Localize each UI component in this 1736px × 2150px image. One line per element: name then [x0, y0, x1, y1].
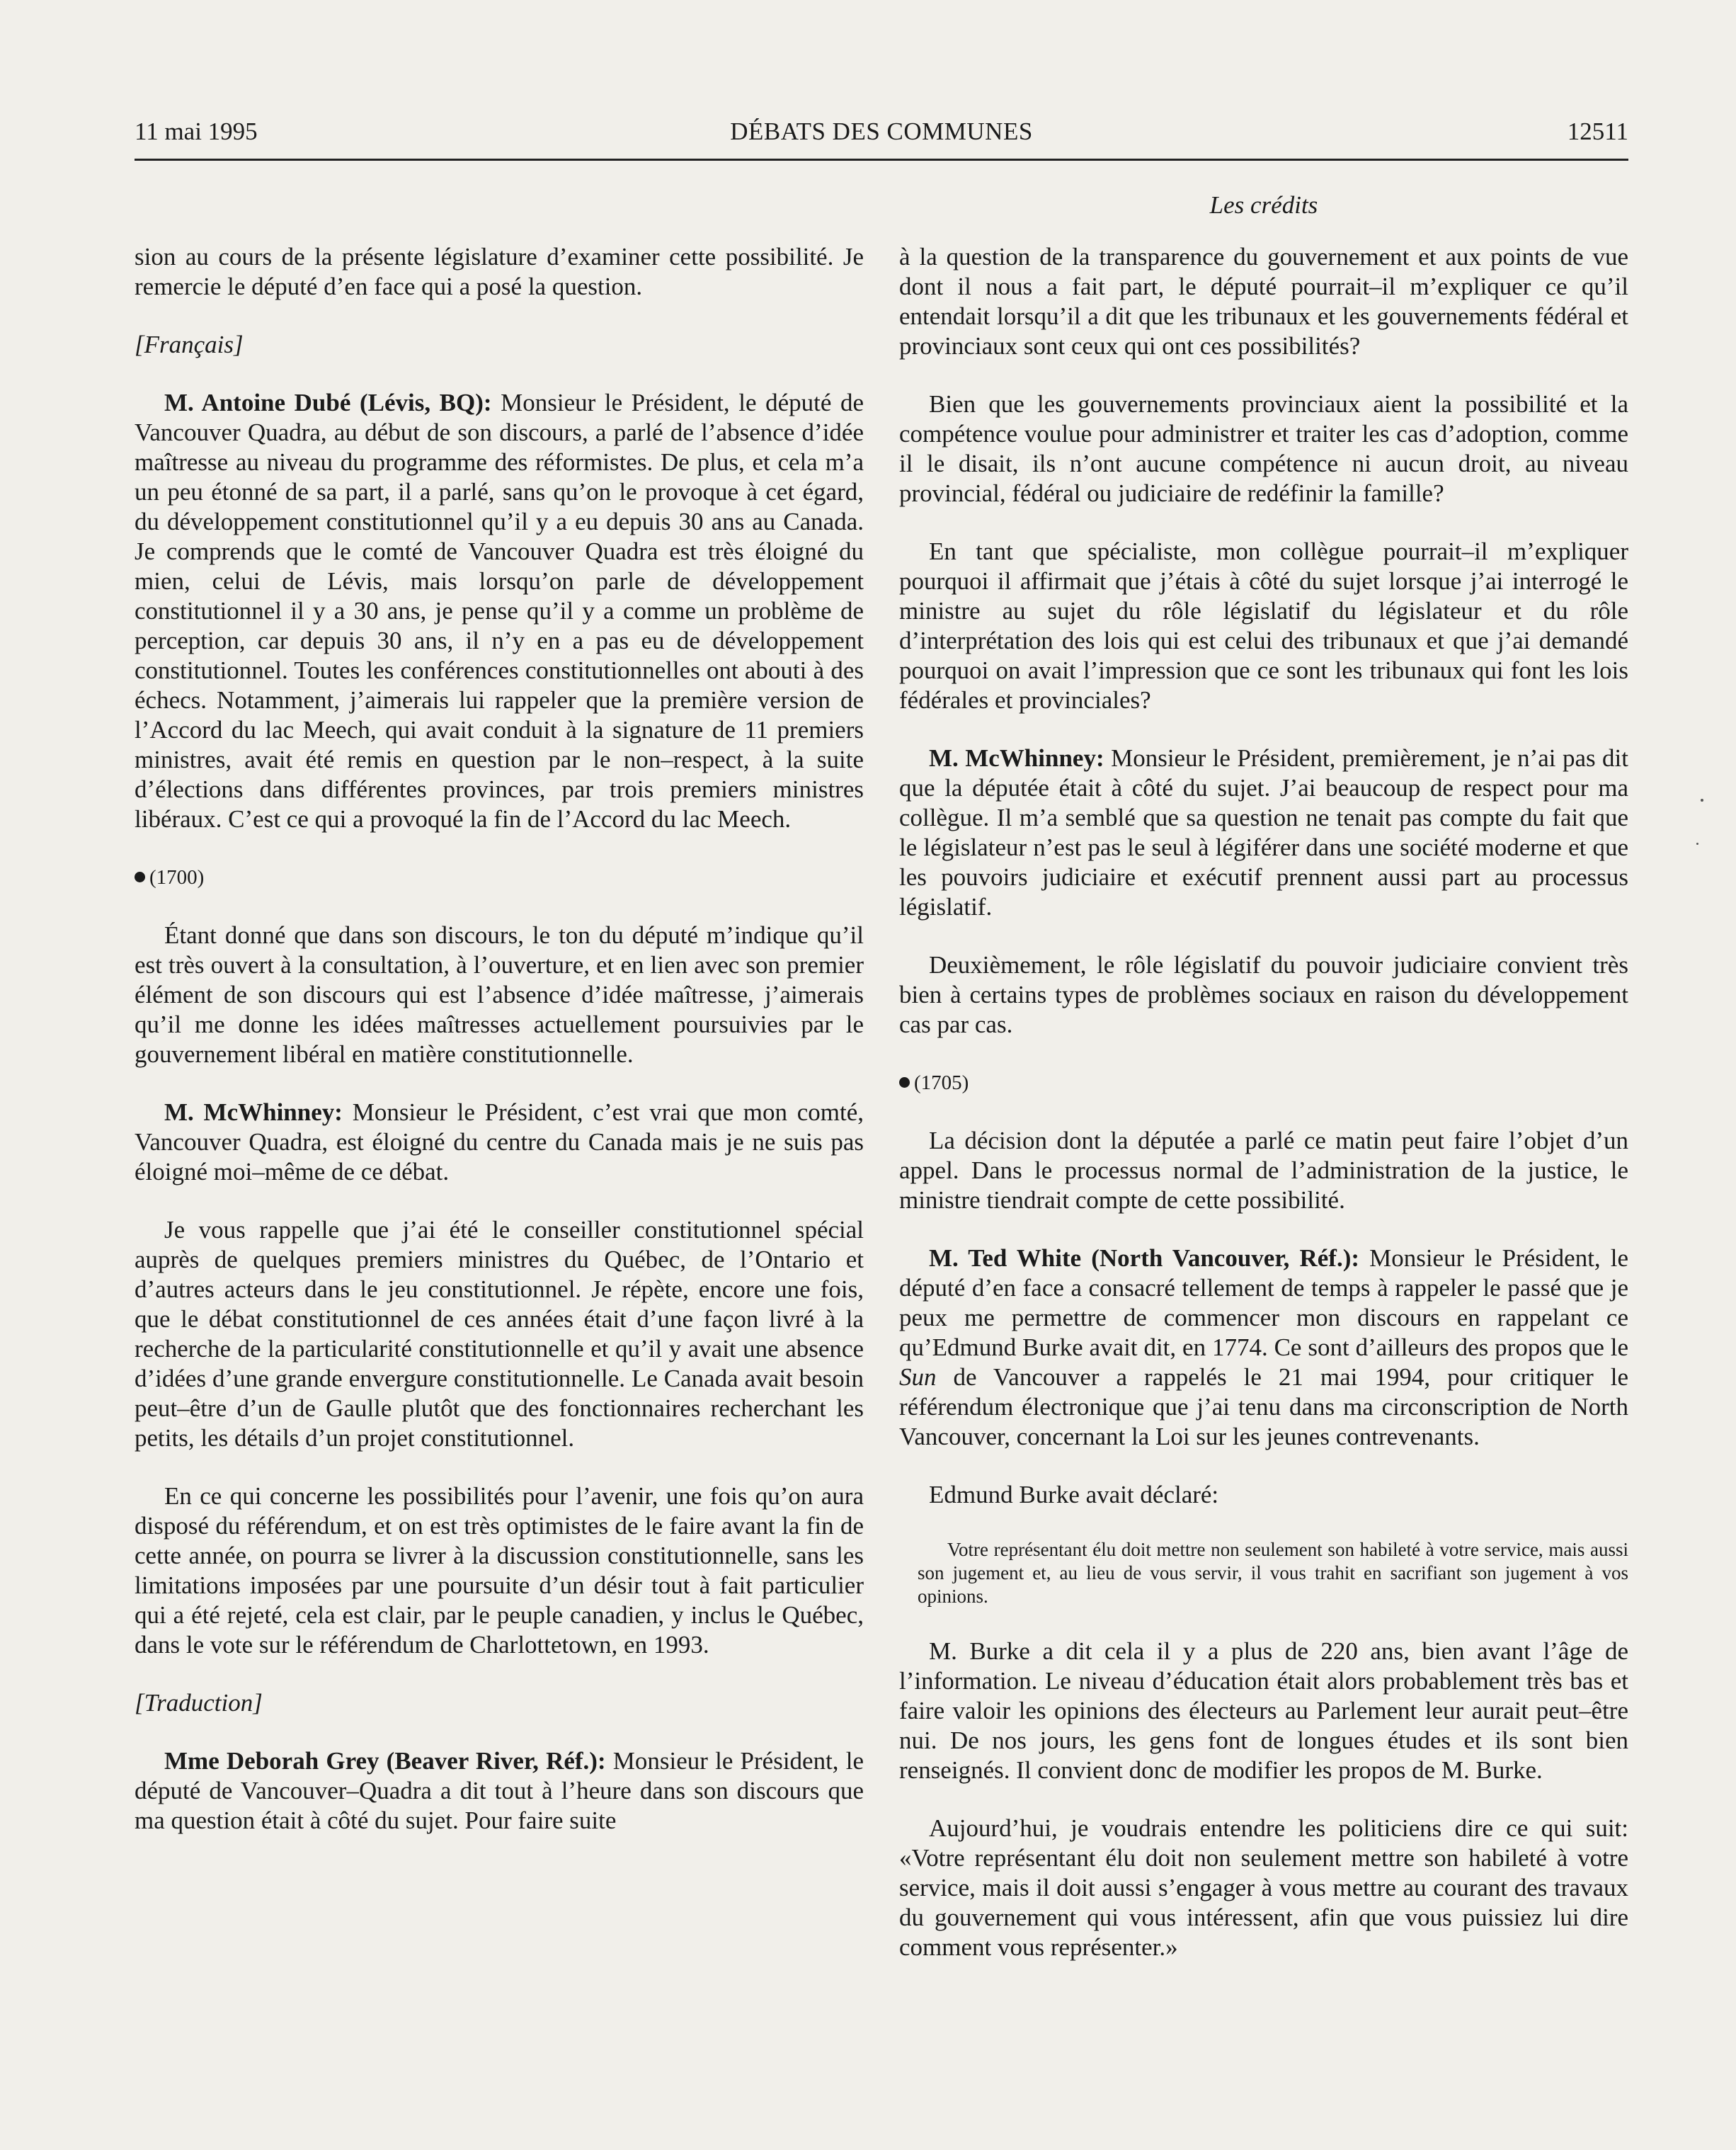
bullet-icon: [899, 1077, 910, 1088]
scan-speck: [1701, 799, 1703, 802]
time-label: (1700): [149, 866, 205, 889]
speech-text: Monsieur le Président, le député d’en face a consacré tellement de temps à rappeler le passé que je peux me permettre de commencer mon discours en rappelant ce qu’Edmund Burke avait dit, en 1774. Ce sont d’ailleurs des propos que le: [899, 1244, 1628, 1361]
paragraph: [899, 1244, 1628, 1452]
scan-speck: [1696, 843, 1698, 845]
header-title: DÉBATS DES COMMUNES: [730, 118, 1033, 145]
paragraph: En tant que spécialiste, mon collègue pourrait–il m’expliquer pourquoi il affirmait que j’étais à côté du sujet lorsque j’ai interrogé le ministre au sujet du rôle législatif du législateur et du rôle d’interprétation des lois qui est celui des tribunaux et que j’ai demandé pourquoi on avait l’impression que ce sont les tribunaux qui font les lois fédérales et provinciales?: [899, 538, 1628, 714]
speech-text: Monsieur le Président, c’est vrai que mon comté, Vancouver Quadra, est éloigné du centre du Canada mais je ne suis pas éloigné moi–même de ce débat.: [135, 1098, 864, 1185]
paragraph: Aujourd’hui, je voudrais entendre les politiciens dire ce qui suit: «Votre représentant élu doit non seulement mettre son habileté à votre service, mais il doit aussi s’engager à vous mettre au courant des travaux du gouvernement qui vous intéressent, afin que vous puissiez lui dire comment vous représenter.»: [899, 1814, 1628, 1961]
left-column: [135, 242, 864, 1864]
paragraph: [135, 388, 864, 834]
paragraph: En ce qui concerne les possibilités pour l’avenir, une fois qu’on aura disposé du référendum, et on est très optimistes de le faire avant la fin de cette année, on pourra se livrer à la discussion constitutionnelle, sans les limitations imposées par une poursuite d’un désir tout à fait particulier qui a été rejeté, cela est clair, par le peuple canadien, y inclus le Québec, dans le vote sur le référendum de Charlottetown, en 1993.: [135, 1482, 864, 1659]
bullet-icon: [135, 872, 145, 882]
language-tag: [Traduction]: [135, 1689, 263, 1717]
header-date: 11 mai 1995: [135, 118, 258, 145]
paragraph: [899, 744, 1628, 922]
language-tag: [Français]: [135, 331, 244, 358]
speaker-name: M. McWhinney:: [164, 1098, 343, 1126]
speaker-name: M. Ted White (North Vancouver, Réf.):: [929, 1244, 1360, 1272]
speech-text: Monsieur le Président, premièrement, je n’ai pas dit que la députée était à côté du sujet. J’ai beaucoup de respect pour ma collègue. Il m’a semblé que sa question ne tenait pas compte du fait que le législateur n’est pas le seul à légiférer dans une société moderne et que les pouvoirs judiciaire et exécutif prennent aussi part au processus législatif.: [899, 744, 1629, 921]
timestamp: [135, 863, 864, 892]
paragraph: [135, 1098, 864, 1187]
paragraph: [135, 1746, 864, 1836]
page-header: [135, 118, 1628, 161]
timestamp: [899, 1068, 1628, 1098]
paragraph: sion au cours de la présente législature d’examiner cette possibilité. Je remercie le député d’en face qui a posé la question.: [135, 243, 864, 300]
paragraph: Deuxièmement, le rôle législatif du pouvoir judiciaire convient très bien à certains types de problèmes sociaux en raison du développement cas par cas.: [899, 951, 1628, 1038]
paragraph: Edmund Burke avait déclaré:: [929, 1481, 1219, 1508]
paragraph: Bien que les gouvernements provinciaux aient la possibilité et la compétence voulue pour administrer et traiter les cas d’adoption, comme il le disait, ils n’ont aucune compétence ni aucun droit, au niveau provincial, fédéral ou judiciaire de redéfinir la famille?: [899, 390, 1628, 507]
speaker-name: Mme Deborah Grey (Beaver River, Réf.):: [164, 1747, 606, 1775]
speech-text: de Vancouver a rappelés le 21 mai 1994, pour critiquer le référendum électronique que j’ai tenu dans ma circonscription de North Vancouver, concernant la Loi sur les jeunes contrevenants.: [899, 1363, 1629, 1450]
paragraph: Je vous rappelle que j’ai été le conseiller constitutionnel spécial auprès de quelques premiers ministres du Québec, de l’Ontario et d’autres acteurs dans le jeu constitutionnel. Je répète, encore une fois, que le débat constitutionnel de ces années était d’une façon livré à la recherche de la particularité constitutionnelle et qu’il y avait une absence d’idées d’une grande envergure constitutionnelle. Le Canada avait besoin peut–être d’un de Gaulle plutôt que des fonctionnaires recherchant les petits, les détails d’un projet constitutionnel.: [135, 1216, 864, 1452]
paragraph: Étant donné que dans son discours, le ton du député m’indique qu’il est très ouvert à la consultation, à l’ouverture, et en lien avec son premier élément de son discours qui est l’absence d’idée maîtresse, j’aimerais qu’il me donne les idées maîtresses actuellement poursuivies par le gouvernement libéral en matière constitutionnelle.: [135, 921, 864, 1068]
right-column: [899, 242, 1628, 1991]
section-label: Les crédits: [1209, 191, 1318, 219]
header-page-number: 12511: [1567, 118, 1628, 145]
block-quote: Votre représentant élu doit mettre non seulement son habileté à votre service, mais aussi son jugement et, au lieu de vous servir, il vous trahit en sacrifiant son jugement à vos opinions.: [918, 1539, 1628, 1607]
paragraph: M. Burke a dit cela il y a plus de 220 ans, bien avant l’âge de l’information. Le niveau d’éducation était alors probablement très bas et faire valoir les opinions des électeurs au Parlement leur aurait peut–être nui. De nos jours, les gens font de longues études et ils sont bien renseignés. Il convient donc de modifier les propos de M. Burke.: [899, 1637, 1628, 1784]
speaker-name: M. McWhinney:: [929, 744, 1104, 772]
speech-text: Monsieur le Président, le député de Vancouver Quadra, au début de son discours, a parlé de l’absence d’idée maîtresse au niveau du programme des réformistes. De plus, et cela m’a un peu étonné de sa part, il a parlé, sans qu’on le provoque à cet égard, du développement constitutionnel qu’il y a eu depuis 30 ans au Canada. Je comprends que le comté de Vancouver Quadra est très éloigné du mien, celui de Lévis, mais lorsqu’on parle de développement constitutionnel il y a 30 ans, je pense qu’il y a comme un problème de perception, car depuis 30 ans, il n’y en a pas eu de développement constitutionnel. Toutes les conférences constitutionnelles ont abouti à des échecs. Notamment, j’aimerais lui rappeler que la première version de l’Accord du lac Meech, qui avait conduit à la signature de 11 premiers ministres, avait été remis en question par le non–respect, à la suite d’élections dans différentes provinces, par trois premiers ministres libéraux. C’est ce qui a provoqué la fin de l’Accord du lac Meech.: [135, 389, 864, 833]
newspaper-name: Sun: [899, 1363, 937, 1391]
paragraph: à la question de la transparence du gouvernement et aux points de vue dont il nous a fait part, le député pourrait–il m’expliquer ce qu’il entendait lorsqu’il a dit que les tribunaux et les gouvernements fédéral et provinciaux sont ceux qui ont ces possibilités?: [899, 243, 1628, 360]
paragraph: La décision dont la députée a parlé ce matin peut faire l’objet d’un appel. Dans le processus normal de l’administration de la justice, le ministre tiendrait compte de cette possibilité.: [899, 1127, 1628, 1214]
speech-text: Monsieur le Président, le député de Vancouver–Quadra a dit tout à l’heure dans son discours que ma question était à côté du sujet. Pour faire suite: [135, 1747, 864, 1834]
time-label: (1705): [914, 1071, 969, 1094]
speaker-name: M. Antoine Dubé (Lévis, BQ):: [164, 389, 492, 416]
